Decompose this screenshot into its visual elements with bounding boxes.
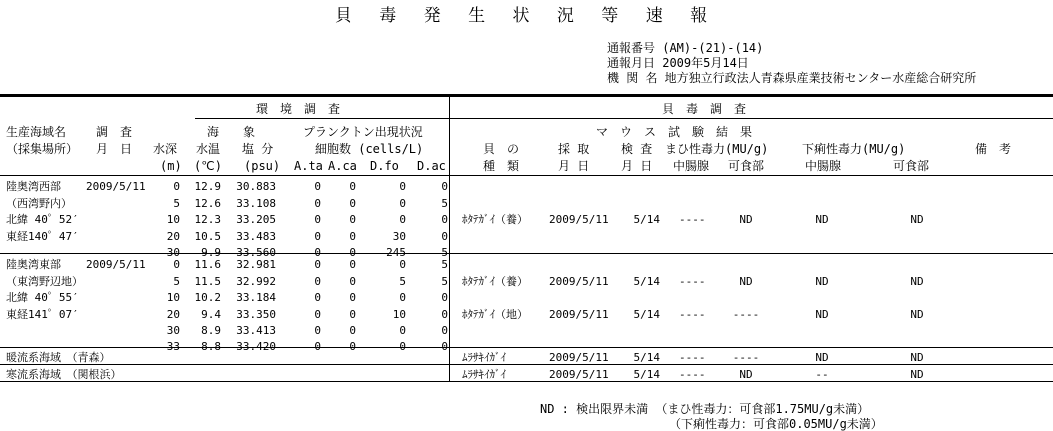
col-psp-midgut: 中腸腺 — [673, 159, 710, 173]
col-temp-unit: (℃) — [194, 159, 222, 173]
cell-c: 0 — [399, 340, 406, 353]
cell-sal: 33.108 — [236, 197, 276, 210]
cell-area: 北緯 40゜52′ — [6, 213, 79, 226]
cell-sdate: 2009/5/11 — [549, 308, 609, 321]
cell-area: 東経141゜07′ — [6, 308, 79, 321]
cell-a: 0 — [314, 275, 321, 288]
cell-depth: 33 — [166, 340, 180, 353]
cell-shell: ﾑﾗｻｷｲｶﾞｲ — [462, 368, 506, 381]
col-mouse-test: マ ウ ス 試 験 結 果 — [596, 125, 753, 139]
col-species-ata: A.ta — [294, 159, 323, 173]
cell-sal: 30.883 — [236, 180, 276, 193]
cell-c: 0 — [399, 197, 406, 210]
cell-depth: 20 — [166, 308, 180, 321]
cell-d: 5 — [441, 275, 448, 288]
env-header-rule — [195, 118, 449, 119]
cell-d: 5 — [441, 258, 448, 271]
cell-dm: ND — [815, 351, 829, 364]
cell-d: 0 — [441, 291, 448, 304]
cell-shell: ﾑﾗｻｷｲｶﾞｲ — [462, 351, 506, 364]
cell-sdate: 2009/5/11 — [549, 368, 609, 381]
footnote-dsp: （下痢性毒力：可食部0.05MU/g未満） — [669, 417, 883, 431]
col-cells: 細胞数 (cells/L) — [315, 142, 424, 156]
group-separator — [0, 364, 1053, 365]
cell-temp: 10.5 — [194, 230, 221, 243]
cell-dm: ND — [815, 275, 829, 288]
toxin-survey-header: 貝 毒 調 査 — [662, 102, 747, 116]
report-title: 貝 毒 発 生 状 況 等 速 報 — [334, 6, 719, 26]
cell-pm: ---- — [679, 351, 706, 364]
cell-c: 245 — [386, 246, 406, 259]
cell-dm: ND — [815, 213, 829, 226]
cell-pe: ---- — [732, 308, 760, 321]
col-sample-date-sub: 月 日 — [558, 159, 590, 173]
cell-d: 0 — [441, 324, 448, 337]
cell-de: ND — [910, 275, 924, 288]
cell-c: 5 — [399, 275, 406, 288]
col-area-sub: （採集場所） — [6, 142, 79, 156]
cell-temp: 12.9 — [194, 180, 221, 193]
cell-a: 0 — [314, 213, 321, 226]
col-shell: 貝 の — [483, 142, 520, 156]
cell-a: 0 — [314, 258, 321, 271]
cell-depth: 20 — [166, 230, 180, 243]
cell-a: 0 — [314, 324, 321, 337]
cell-b: 0 — [349, 246, 356, 259]
cell-temp: 8.9 — [201, 324, 221, 337]
table-bottom-rule — [0, 381, 1053, 382]
cell-d: 0 — [441, 180, 448, 193]
header-bottom-rule — [0, 175, 1053, 176]
cell-temp: 9.9 — [201, 246, 221, 259]
cell-a: 0 — [314, 308, 321, 321]
cell-dm: -- — [815, 368, 829, 381]
col-sample-date: 採 取 — [558, 142, 590, 156]
cell-pe: ND — [739, 368, 753, 381]
cell-sal: 33.413 — [236, 324, 276, 337]
cell-c: 10 — [392, 308, 406, 321]
cell-c: 0 — [399, 291, 406, 304]
cell-temp: 10.2 — [194, 291, 221, 304]
cell-shell: ﾎﾀﾃｶﾞｲ（地） — [462, 308, 528, 321]
cell-area: 東経140゜47′ — [6, 230, 79, 243]
cell-temp: 12.3 — [194, 213, 221, 226]
cell-b: 0 — [349, 308, 356, 321]
col-test-date-sub: 月 日 — [621, 159, 653, 173]
col-salinity-unit: (psu) — [244, 159, 281, 173]
cell-de: ND — [910, 368, 924, 381]
col-area: 生産海域名 — [6, 125, 67, 139]
col-shell-sub: 種 類 — [483, 159, 520, 173]
cell-a: 0 — [314, 340, 321, 353]
cell-sdate: 2009/5/11 — [549, 213, 609, 226]
cell-b: 0 — [349, 340, 356, 353]
cell-sdate: 2009/5/11 — [549, 351, 609, 364]
report-number: 通報番号 (AM)-(21)-(14) — [607, 41, 764, 55]
cell-a: 0 — [314, 291, 321, 304]
col-species-dac: D.ac — [417, 159, 446, 173]
cell-depth: 0 — [173, 180, 180, 193]
cell-b: 0 — [349, 213, 356, 226]
cell-area: 寒流系海域 （関根浜） — [6, 368, 122, 381]
toxin-header-rule — [450, 118, 1053, 119]
col-survey-sub: 月 日 — [96, 142, 133, 156]
col-sea: 海 象 — [207, 125, 256, 139]
cell-sal: 33.184 — [236, 291, 276, 304]
cell-tdate: 5/14 — [633, 368, 660, 381]
cell-c: 0 — [399, 180, 406, 193]
col-dsp-midgut: 中腸腺 — [805, 159, 842, 173]
col-notes: 備 考 — [975, 142, 1012, 156]
cell-temp: 9.4 — [201, 308, 221, 321]
col-temp: 水温 — [196, 142, 221, 156]
cell-b: 0 — [349, 180, 356, 193]
cell-temp: 11.5 — [194, 275, 221, 288]
cell-b: 0 — [349, 275, 356, 288]
cell-area: 陸奥湾東部 — [6, 258, 61, 271]
col-salinity: 塩 分 — [242, 142, 274, 156]
cell-tdate: 5/14 — [633, 275, 660, 288]
cell-sal: 33.350 — [236, 308, 276, 321]
cell-area: （西湾野内） — [6, 197, 72, 210]
cell-pe: ---- — [732, 351, 760, 364]
col-species-dfo: D.fo — [370, 159, 399, 173]
cell-sal: 32.981 — [236, 258, 276, 271]
cell-temp: 11.6 — [194, 258, 221, 271]
col-dsp: 下痢性毒力(MU/g) — [802, 142, 906, 156]
agency-name: 機 関 名 地方独立行政法人青森県産業技術センター水産総合研究所 — [607, 71, 977, 85]
cell-area: 暖流系海域 （青森） — [6, 351, 111, 364]
cell-c: 0 — [399, 213, 406, 226]
cell-pe: ND — [739, 213, 753, 226]
cell-pm: ---- — [679, 368, 706, 381]
cell-shell: ﾎﾀﾃｶﾞｲ（養） — [462, 275, 528, 288]
cell-tdate: 5/14 — [633, 308, 660, 321]
column-divider — [449, 97, 450, 381]
cell-temp: 8.8 — [201, 340, 221, 353]
cell-dm: ND — [815, 308, 829, 321]
cell-pm: ---- — [679, 308, 706, 321]
cell-area: 陸奥湾西部 — [6, 180, 61, 193]
col-depth: 水深 — [153, 142, 178, 156]
cell-pe: ND — [739, 275, 753, 288]
cell-d: 0 — [441, 308, 448, 321]
cell-b: 0 — [349, 324, 356, 337]
table-top-border — [0, 94, 1053, 97]
col-psp: まひ性毒力(MU/g) — [665, 142, 769, 156]
cell-sal: 33.560 — [236, 246, 276, 259]
col-plankton: プランクトン出現状況 — [303, 125, 423, 139]
cell-c: 30 — [392, 230, 406, 243]
cell-a: 0 — [314, 230, 321, 243]
cell-a: 0 — [314, 197, 321, 210]
cell-area: 北緯 40゜55′ — [6, 291, 79, 304]
cell-b: 0 — [349, 291, 356, 304]
cell-shell: ﾎﾀﾃｶﾞｲ（養） — [462, 213, 528, 226]
col-psp-edible: 可食部 — [728, 159, 765, 173]
cell-tdate: 5/14 — [633, 213, 660, 226]
col-test-date: 検 査 — [621, 142, 653, 156]
cell-date: 2009/5/11 — [86, 180, 146, 193]
cell-b: 0 — [349, 230, 356, 243]
cell-depth: 10 — [166, 291, 180, 304]
cell-sal: 33.483 — [236, 230, 276, 243]
cell-d: 0 — [441, 340, 448, 353]
cell-sal: 33.420 — [236, 340, 276, 353]
cell-depth: 5 — [173, 275, 180, 288]
cell-temp: 12.6 — [194, 197, 221, 210]
cell-d: 5 — [441, 197, 448, 210]
report-date: 通報月日 2009年5月14日 — [607, 56, 749, 70]
col-dsp-edible: 可食部 — [893, 159, 930, 173]
cell-depth: 30 — [166, 246, 180, 259]
cell-sal: 32.992 — [236, 275, 276, 288]
cell-area: （東湾野辺地） — [6, 275, 83, 288]
cell-depth: 0 — [173, 258, 180, 271]
cell-sal: 33.205 — [236, 213, 276, 226]
cell-depth: 5 — [173, 197, 180, 210]
cell-sdate: 2009/5/11 — [549, 275, 609, 288]
cell-depth: 30 — [166, 324, 180, 337]
cell-pm: ---- — [679, 275, 706, 288]
cell-c: 0 — [399, 324, 406, 337]
cell-b: 0 — [349, 258, 356, 271]
cell-d: 0 — [441, 213, 448, 226]
footnote-psp: ND : 検出限界未満 （まひ性毒力：可食部1.75MU/g未満） — [540, 402, 870, 416]
cell-d: 5 — [441, 246, 448, 259]
cell-tdate: 5/14 — [633, 351, 660, 364]
cell-d: 0 — [441, 230, 448, 243]
col-species-aca: A.ca — [328, 159, 357, 173]
cell-de: ND — [910, 351, 924, 364]
col-survey: 調 査 — [96, 125, 133, 139]
cell-pm: ---- — [679, 213, 706, 226]
cell-a: 0 — [314, 246, 321, 259]
cell-b: 0 — [349, 197, 356, 210]
cell-a: 0 — [314, 180, 321, 193]
cell-date: 2009/5/11 — [86, 258, 146, 271]
col-depth-unit: (m) — [160, 159, 182, 173]
cell-c: 0 — [399, 258, 406, 271]
cell-de: ND — [910, 308, 924, 321]
cell-depth: 10 — [166, 213, 180, 226]
env-survey-header: 環 境 調 査 — [256, 102, 341, 116]
cell-de: ND — [910, 213, 924, 226]
